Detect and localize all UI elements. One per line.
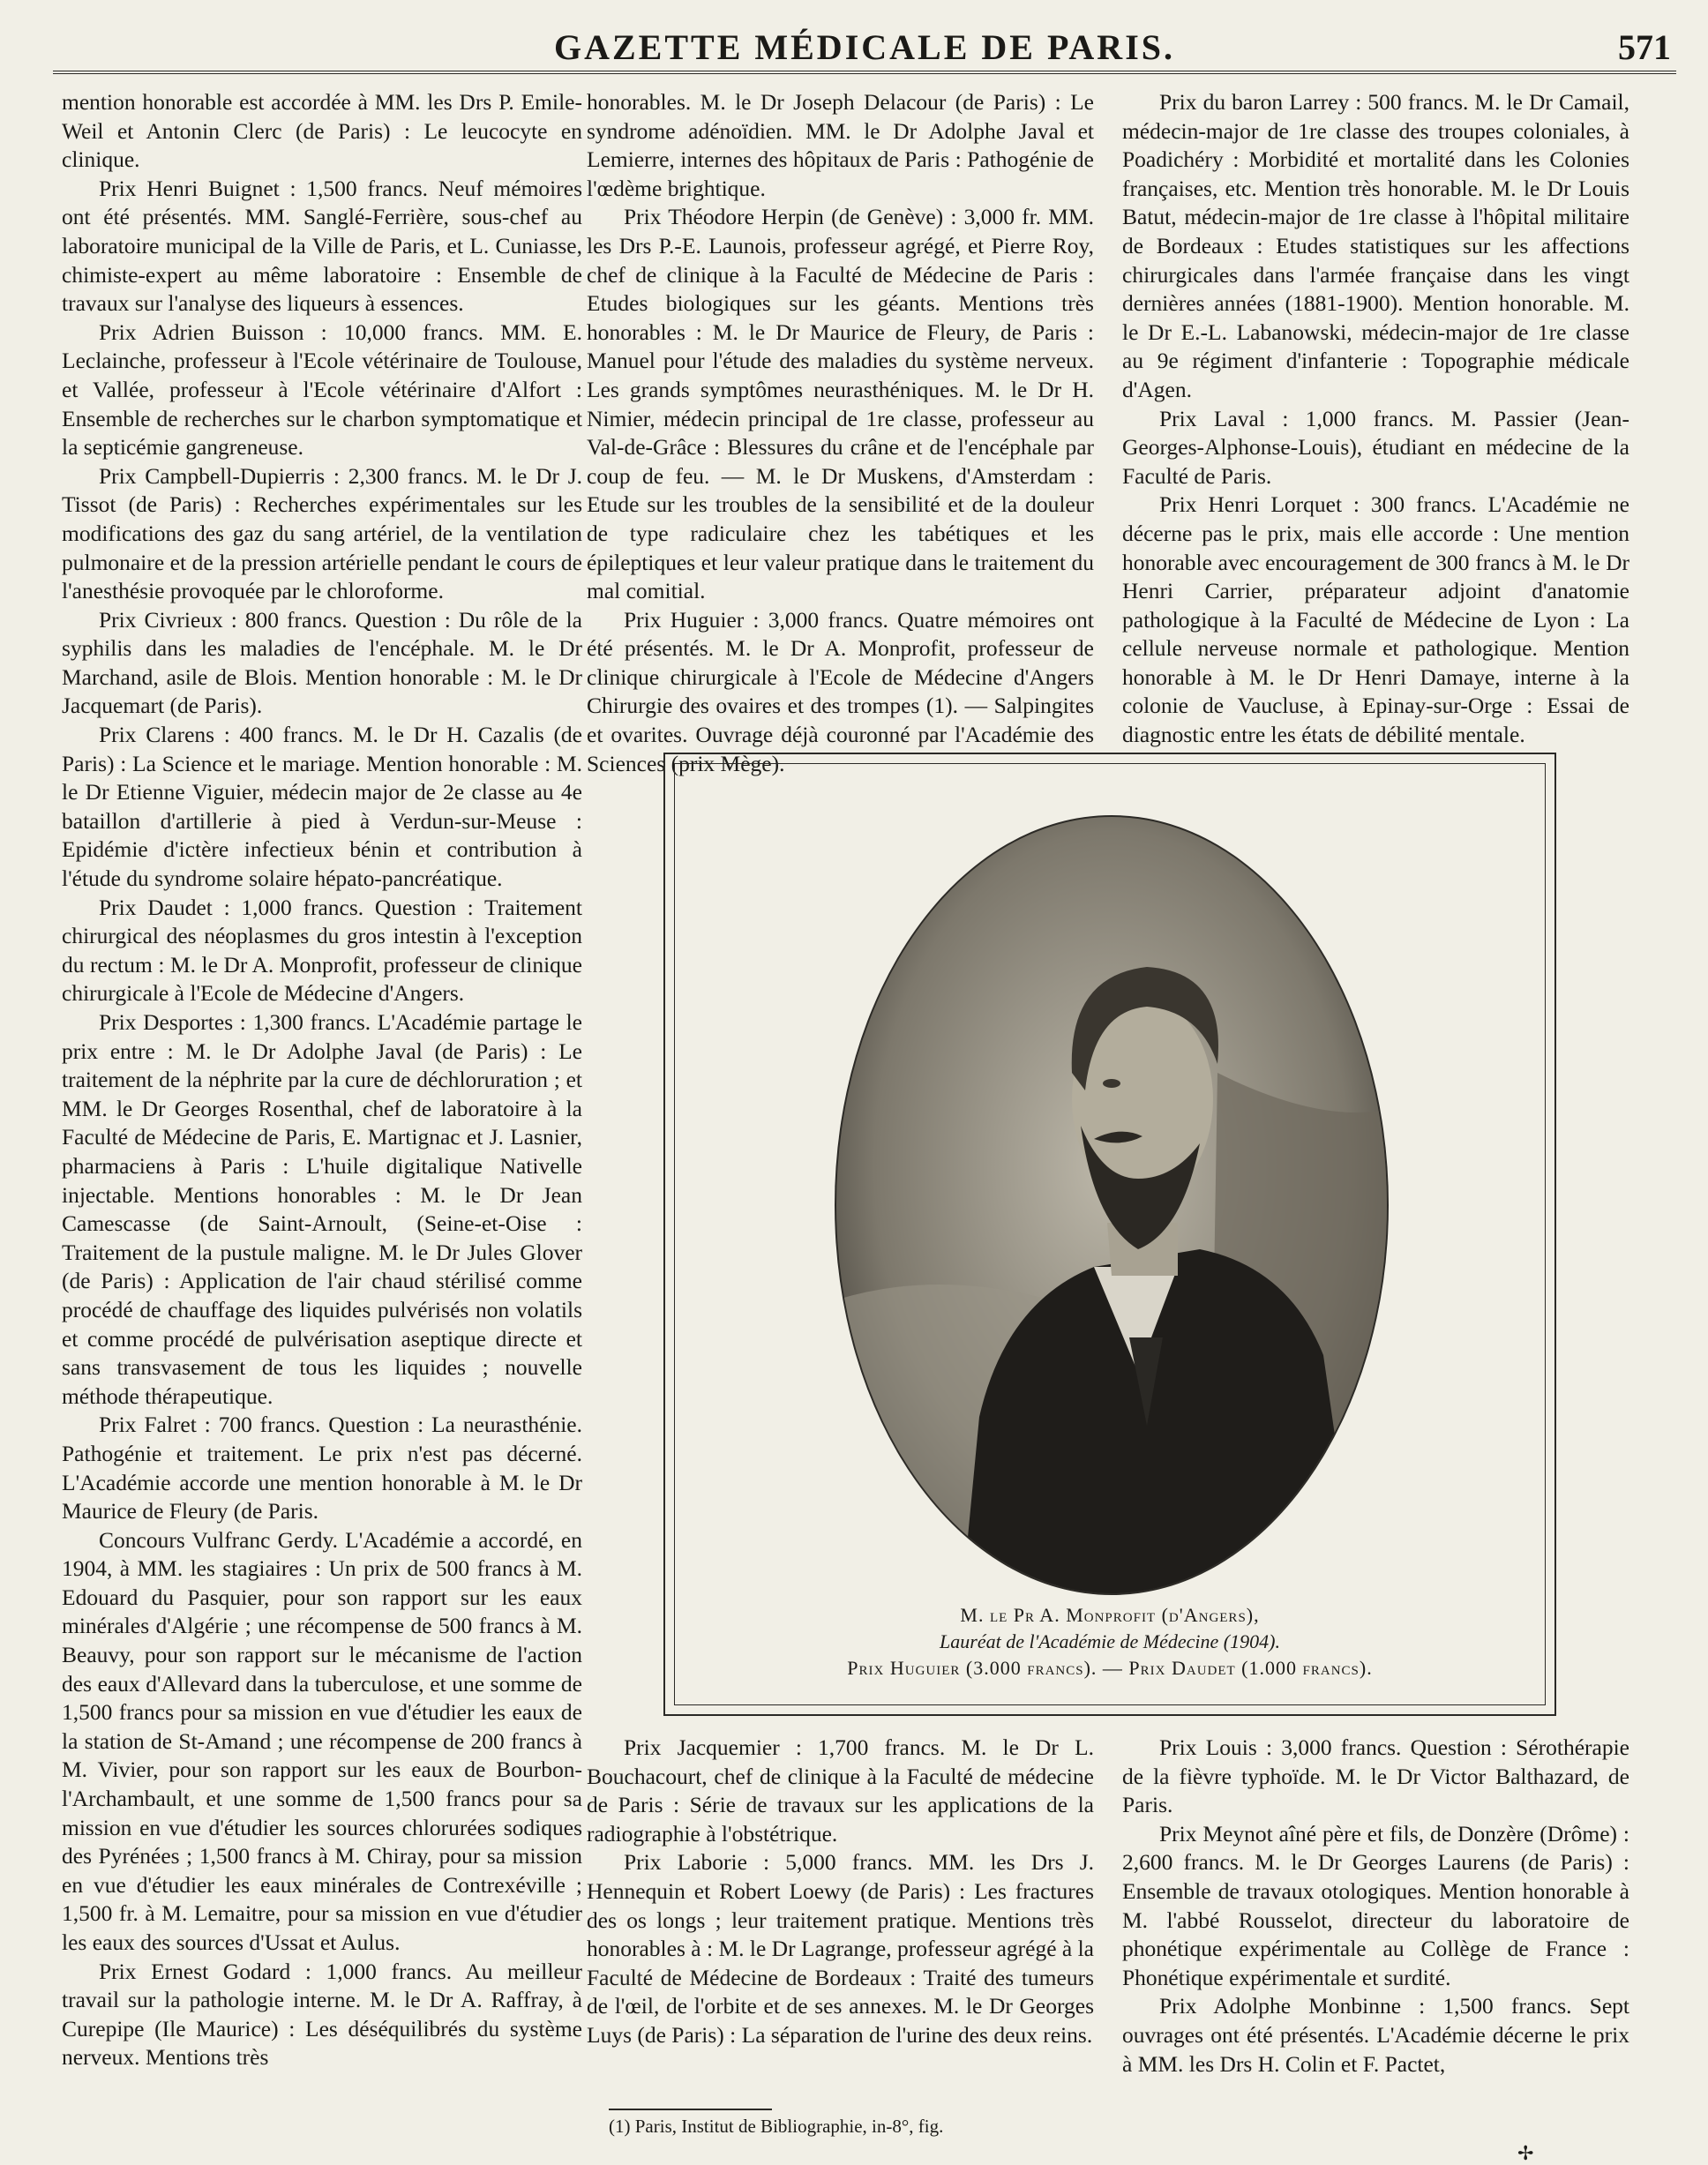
paragraph: Prix Adolphe Monbinne : 1,500 francs. Sept ouvrages ont été présentés. L'Académie décerne le prix à MM. les Drs H. Colin et F. Pactet, [1122,1993,1629,2077]
portrait-plate [663,753,1556,1716]
footnote: (1) Paris, Institut de Bibliographie, in-8°, fig. [609,2116,944,2137]
column-right-top [1122,88,1629,748]
paragraph: Prix Meynot aîné père et fils, de Donzère (Drôme) : 2,600 francs. M. le Dr Georges Laurens (de Paris) : Ensemble de travaux otologiques. Mention honorable à M. l'abbé Rousselot, directeur du laboratoire de phonétique expérimentale au Collège de France : Phonétique expérimentale et surdité. [1122,1820,1629,1990]
printer-mark: ✢ [1517,2142,1534,2164]
paragraph: Prix Henri Buignet : 1,500 francs. Neuf mémoires ont été présentés. MM. Sanglé-Ferrière, sous-chef au laboratoire municipal de la Ville de Paris, et L. Cuniasse, chimiste-expert au même laboratoire : Ensemble de travaux sur l'analyse des liqueurs à essences. [62,175,582,317]
paragraph: Prix Jacquemier : 1,700 francs. M. le Dr L. Bouchacourt, chef de clinique à la Faculté de médecine de Paris : Série de travaux sur les applications de la radiographie à l'obstétrique. [587,1734,1094,1847]
paragraph: Prix Desportes : 1,300 francs. L'Académie partage le prix entre : M. le Dr Adolphe Javal (de Paris) : Le traitement de la néphrite par la cure de déchloruration ; et MM. le Dr Georges Rosenthal, chef de laboratoire à la Faculté de Médecine de Paris, E. Martignac et J. Lasnier, pharmaciens à Paris : L'huile digitalique Nativelle injectable. Mentions honorables : M. le Dr Jean Camescasse (de Saint-Arnoult, (Seine-et-Oise : Traitement de la pustule maligne. M. le Dr Jules Glover (de Paris) : Application de l'air chaud stérilisé comme procédé de chauffage des liquides pulvérisés non volatils et comme procédé de pulvérisation aseptique directe et sans transvasement de tous les liquides ; nouvelle méthode thérapeutique. [62,1009,582,1409]
page-header [53,19,1676,74]
paragraph: Prix Théodore Herpin (de Genève) : 3,000 fr. MM. les Drs P.-E. Launois, professeur agrégé, et Pierre Roy, chef de clinique à la Faculté de Médecine de Paris : Etudes biologiques sur les géants. Mentions très honorables : M. le Dr Maurice de Fleury, de Paris : Manuel pour l'étude des maladies du système nerveux. Les grands symptômes neurasthéniques. M. le Dr H. Nimier, médecin principal de 1re classe, professeur au Val-de-Grâce : Blessures du crâne et de l'encéphale par coup de feu. — M. le Dr Muskens, d'Amsterdam : Etude sur les troubles de la sensibilité et de la douleur de type radiculaire chez les tabétiques et les épileptiques et leur valeur pratique dans le traitement du mal comitial. [587,204,1094,604]
paragraph: Prix Falret : 700 francs. Question : La neurasthénie. Pathogénie et traitement. Le prix n'est pas décerné. L'Académie accorde une mention honorable à M. le Dr Maurice de Fleury (de Paris. [62,1412,582,1524]
paragraph: Prix Campbell-Dupierris : 2,300 francs. M. le Dr J. Tissot (de Paris) : Recherches expérimentales sur les modifications des gaz du sang artériel, de la ventilation pulmonaire et de la pression artérielle pendant le cours de l'anesthésie provoquée par le chloroforme. [62,462,582,604]
paragraph: Prix Laval : 1,000 francs. M. Passier (Jean-Georges-Alphonse-Louis), étudiant en médecine de la Faculté de Paris. [1122,405,1629,489]
caption-line: M. le Pr A. Monprofit (d'Angers), [960,1604,1260,1626]
paragraph: Prix Laborie : 5,000 francs. MM. les Drs J. Hennequin et Robert Loewy (de Paris) : Les fractures des os longs ; leur traitement pratique. Mentions très honorables à : M. le Dr Lagrange, professeur agrégé à la Faculté de Médecine de Bordeaux : Traité des tumeurs de l'œil, de l'orbite et de ses annexes. M. le Dr Georges Luys (de Paris) : La séparation de l'urine des deux reins. [587,1849,1094,2048]
journal-title: GAZETTE MÉDICALE DE PARIS. [553,27,1176,67]
paragraph: Prix Clarens : 400 francs. M. le Dr H. Cazalis (de Paris) : La Science et le mariage. Mention honorable : M. le Dr Etienne Viguier, médecin major de 2e classe au 4e bataillon d'artillerie à pied à Verdun-sur-Meuse : Epidémie d'ictère infectieux bénin et contribution à l'étude du syndrome solaire hépato-pancréatique. [62,722,582,892]
paragraph: mention honorable est accordée à MM. les Drs P. Emile-Weil et Antonin Clerc (de Paris) : Le leucocyte en clinique. [62,89,582,173]
page-number: 571 [1618,27,1671,67]
column-right-bottom [1122,1734,1629,2157]
portrait-icon [829,808,1394,1602]
column-left [62,88,582,2144]
footnote-divider [609,2109,772,2110]
paragraph: Prix Daudet : 1,000 francs. Question : Traitement chirurgical des néoplasmes du gros intestin à l'exception du rectum : M. le Dr A. Monprofit, professeur de clinique chirurgicale à l'Ecole de Médecine d'Angers. [62,894,582,1007]
paragraph: honorables. M. le Dr Joseph Delacour (de Paris) : Le syndrome adénoïdien. MM. le Dr Adolphe Javal et Lemierre, internes des hôpitaux de Paris : Pathogénie de l'œdème brightique. [587,89,1094,201]
paragraph: Prix Louis : 3,000 francs. Question : Sérothérapie de la fièvre typhoïde. M. le Dr Victor Balthazard, de Paris. [1122,1734,1629,1818]
caption-line: Prix Huguier (3.000 francs). — Prix Daudet (1.000 francs). [847,1657,1373,1679]
paragraph: Prix Henri Lorquet : 300 francs. L'Académie ne décerne pas le prix, mais elle accorde : Une mention honorable avec encouragement de 300 francs à M. le Dr Henri Carrier, préparateur adjoint d'anatomie pathologique à la Faculté de Médecine de Lyon : La cellule nerveuse normale et pathologique. Mention honorable à M. le Dr Henri Damaye, interne à la colonie de Vaucluse, à Epinay-sur-Orge : Essai de diagnostic entre les états de débilité mentale. [1122,491,1629,748]
paragraph: Prix Adrien Buisson : 10,000 francs. MM. E. Leclainche, professeur à l'Ecole vétérinaire de Toulouse, et Vallée, professeur à l'Ecole vétérinaire d'Alfort : Ensemble de recherches sur le charbon symptomatique et la septicémie gangreneuse. [62,318,582,461]
paragraph: Concours Vulfranc Gerdy. L'Académie a accordé, en 1904, à MM. les stagiaires : Un prix de 500 francs à M. Edouard du Pasquier, pour son rapport sur les eaux minérales d'Algérie ; une récompense de 500 francs à M. Beauvy, pour son rapport sur le mécanisme de l'action des eaux d'Allevard dans la tuberculose, et une somme de 1,500 francs pour sa mission en vue d'étudier les eaux de la station de St-Amand ; une récompense de 200 francs à M. Vivier, pour son rapport sur les eaux de Bourbon-l'Archambault, et une somme de 1,500 francs pour sa mission en vue d'étudier les sources chlorurées sodiques des Pyrénées ; 1,500 francs à M. Chiray, pour sa mission en vue d'étudier les eaux minérales de Contrexéville ; 1,500 fr. à M. Lemaitre, pour sa mission en vue d'étudier les eaux des sources d'Ussat et Aulus. [62,1526,582,1955]
paragraph: Prix Huguier : 3,000 francs. Quatre mémoires ont été présentés. M. le Dr A. Monprofit, professeur de clinique chirurgicale à l'Ecole de Médecine d'Angers Chirurgie des ovaires et des trompes (1). — Salpingites et ovarites. Ouvrage déjà couronné par l'Académie des Sciences (prix Mège). [587,606,1094,776]
column-middle-bottom [587,1734,1094,2104]
column-middle-top [587,88,1094,776]
caption-line: Lauréat de l'Académie de Médecine (1904). [940,1630,1280,1652]
paragraph: Prix Ernest Godard : 1,000 francs. Au meilleur travail sur la pathologie interne. M. le Dr A. Raffray, à Curepipe (Ile Maurice) : Les déséquilibrés du système nerveux. Mentions très [62,1958,582,2071]
paragraph: Prix Civrieux : 800 francs. Question : Du rôle de la syphilis dans les maladies de l'encéphale. M. le Dr Marchand, asile de Blois. Mention honorable : M. le Dr Jacquemart (de Paris). [62,606,582,719]
portrait-caption [675,1602,1545,1682]
plate-frame [674,763,1546,1705]
paragraph: Prix du baron Larrey : 500 francs. M. le Dr Camail, médecin-major de 1re classe des troupes coloniales, à Poadichéry : Morbidité et mortalité dans les Colonies françaises, etc. Mention très honorable. M. le Dr Louis Batut, médecin-major de 1re classe à l'hôpital militaire de Bordeaux : Etudes statistiques sur les affections chirurgicales dans l'armée française dans les vingt dernières années (1881-1900). Mention honorable. M. le Dr E.-L. Labanowski, médecin-major de 1re classe au 9e régiment d'infanterie : Topographie médicale d'Agen. [1122,89,1629,402]
